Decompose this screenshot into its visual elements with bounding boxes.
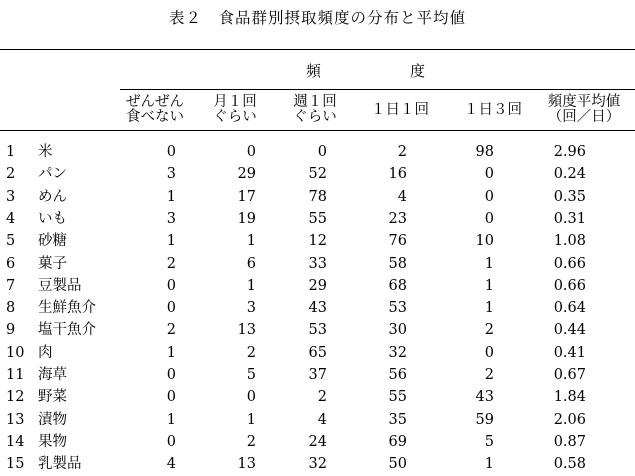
table-cell: 0.66 (553, 277, 586, 294)
table-row (0, 409, 635, 432)
table-row (0, 208, 635, 231)
table-cell: 2 (246, 344, 256, 361)
col-header-average: 頻度平均値 （回／日） (547, 94, 621, 125)
table-cell: 6 (246, 255, 256, 272)
table-cell: 0 (484, 188, 494, 205)
table-cell: 0.66 (553, 255, 586, 272)
table-cell: 1 (166, 411, 176, 428)
row-number: 6 (6, 255, 16, 272)
table-cell: 0 (246, 389, 256, 406)
table-cell: 43 (475, 389, 494, 406)
table-cell: 33 (308, 255, 327, 272)
table-cell: 16 (388, 166, 407, 183)
table-cell: 10 (475, 233, 494, 250)
table-cell: 65 (308, 344, 327, 361)
table-cell: 0 (484, 166, 494, 183)
table-cell: 1 (484, 300, 494, 317)
table-cell: 5 (246, 367, 256, 383)
table-cell: 2 (166, 255, 176, 272)
food-group-name: 菓子 (38, 255, 67, 272)
table-cell: 2.96 (553, 144, 586, 160)
table-row (0, 364, 635, 387)
table-cell: 4 (166, 456, 176, 473)
table-cell: 0 (166, 144, 176, 160)
table-cell: 1 (484, 456, 494, 473)
header-frequency-char-1: 頻 (306, 62, 322, 80)
table-cell: 19 (237, 210, 256, 227)
table-row (0, 453, 635, 476)
table-cell: 68 (388, 277, 407, 294)
row-number: 3 (6, 188, 16, 205)
food-group-name: めん (38, 188, 67, 205)
table-cell: 2 (484, 322, 494, 339)
food-group-name: 漬物 (38, 411, 67, 428)
table-cell: 50 (388, 456, 407, 473)
header-frequency-char-2: 度 (410, 62, 426, 80)
table-cell: 76 (388, 233, 407, 250)
table-cell: 0 (317, 144, 327, 160)
table-cell: 3 (166, 166, 176, 183)
row-number: 15 (6, 456, 25, 473)
table-cell: 55 (308, 210, 327, 227)
row-number: 8 (6, 300, 16, 317)
top-rule (0, 49, 635, 50)
table-cell: 2 (484, 367, 494, 383)
table-cell: 2 (397, 144, 407, 160)
col-header-never: ぜんぜん 食べない (126, 94, 184, 125)
table-row (0, 163, 635, 186)
table-row (0, 186, 635, 209)
header-rule (0, 130, 635, 131)
table-cell: 24 (308, 433, 327, 450)
table-cell: 59 (475, 411, 494, 428)
table-cell: 0.24 (553, 166, 586, 183)
food-group-name: 乳製品 (38, 456, 82, 473)
col-header-monthly: 月１回 ぐらい (213, 94, 257, 125)
table-cell: 1 (246, 233, 256, 250)
table-cell: 0.64 (553, 300, 586, 317)
table-cell: 3 (246, 300, 256, 317)
table-cell: 0.44 (553, 322, 586, 339)
table-row (0, 253, 635, 276)
row-number: 13 (6, 411, 25, 428)
row-number: 14 (6, 433, 25, 450)
table-cell: 4 (317, 411, 327, 428)
table-cell: 2 (317, 389, 327, 406)
food-group-name: 肉 (38, 344, 53, 361)
table-row (0, 275, 635, 298)
row-number: 5 (6, 233, 16, 250)
table-cell: 0.58 (553, 456, 586, 473)
food-group-name: パン (38, 166, 67, 183)
food-group-name: 塩干魚介 (38, 322, 96, 339)
table-cell: 1 (166, 233, 176, 250)
table-cell: 13 (237, 322, 256, 339)
header-span-rule (120, 89, 635, 90)
table-cell: 53 (388, 300, 407, 317)
table-cell: 29 (308, 277, 327, 294)
food-group-name: 果物 (38, 433, 67, 450)
table-cell: 56 (388, 367, 407, 383)
table-cell: 12 (308, 233, 327, 250)
table-cell: 98 (475, 144, 494, 160)
food-group-name: 生鮮魚介 (38, 300, 96, 317)
table-row (0, 141, 635, 164)
table-cell: 3 (166, 210, 176, 227)
table-row (0, 230, 635, 253)
col-header-weekly: 週１回 ぐらい (293, 94, 337, 125)
row-number: 9 (6, 322, 16, 339)
table-cell: 52 (308, 166, 327, 183)
table-cell: 32 (308, 456, 327, 473)
table-cell: 17 (237, 188, 256, 205)
row-number: 2 (6, 166, 16, 183)
row-number: 7 (6, 277, 16, 294)
table-cell: 0.87 (553, 433, 586, 450)
row-number: 1 (6, 144, 16, 160)
table-row (0, 342, 635, 365)
row-number: 10 (6, 344, 25, 361)
table-caption: 表２ 食品群別摂取頻度の分布と平均値 (168, 9, 466, 27)
table-cell: 4 (397, 188, 407, 205)
table-cell: 0.35 (553, 188, 586, 205)
table-cell: 1 (246, 277, 256, 294)
table-cell: 2 (166, 322, 176, 339)
table-cell: 0 (166, 433, 176, 450)
col-header-daily-thrice: １日３回 (464, 102, 522, 118)
table-cell: 1 (166, 344, 176, 361)
row-number: 12 (6, 389, 25, 406)
table-cell: 0.31 (553, 210, 586, 227)
table-cell: 5 (484, 433, 494, 450)
table-cell: 1.84 (553, 389, 586, 406)
food-group-name: 豆製品 (38, 277, 82, 294)
row-number: 11 (6, 367, 25, 383)
table-cell: 0.41 (553, 344, 586, 361)
table-cell: 58 (388, 255, 407, 272)
table-cell: 29 (237, 166, 256, 183)
table-row (0, 386, 635, 409)
table-cell: 0 (484, 210, 494, 227)
table-cell: 35 (388, 411, 407, 428)
row-number: 4 (6, 210, 16, 227)
col-header-daily-once: １日１回 (371, 102, 429, 118)
food-group-name: 野菜 (38, 389, 67, 406)
table-cell: 1.08 (553, 233, 586, 250)
table-cell: 0 (166, 300, 176, 317)
table-cell: 13 (237, 456, 256, 473)
table-cell: 0 (166, 367, 176, 383)
table-cell: 69 (388, 433, 407, 450)
food-group-name: 海草 (38, 367, 67, 383)
table-cell: 43 (308, 300, 327, 317)
table-cell: 0 (246, 144, 256, 160)
table-cell: 1 (484, 277, 494, 294)
table-row (0, 297, 635, 320)
table-row (0, 431, 635, 454)
table-cell: 1 (484, 255, 494, 272)
food-group-name: 米 (38, 144, 53, 160)
table-cell: 53 (308, 322, 327, 339)
table-cell: 2 (246, 433, 256, 450)
table-cell: 0 (166, 389, 176, 406)
table-cell: 2.06 (553, 411, 586, 428)
table-cell: 0 (484, 344, 494, 361)
table-cell: 23 (388, 210, 407, 227)
table-cell: 0.67 (553, 367, 586, 383)
table-cell: 55 (388, 389, 407, 406)
table-cell: 78 (308, 188, 327, 205)
table-cell: 1 (246, 411, 256, 428)
table-cell: 0 (166, 277, 176, 294)
table-row (0, 319, 635, 342)
table-cell: 30 (388, 322, 407, 339)
food-group-name: 砂糖 (38, 233, 67, 250)
table-cell: 37 (308, 367, 327, 383)
table-cell: 32 (388, 344, 407, 361)
food-group-name: いも (38, 210, 67, 227)
table-cell: 1 (166, 188, 176, 205)
